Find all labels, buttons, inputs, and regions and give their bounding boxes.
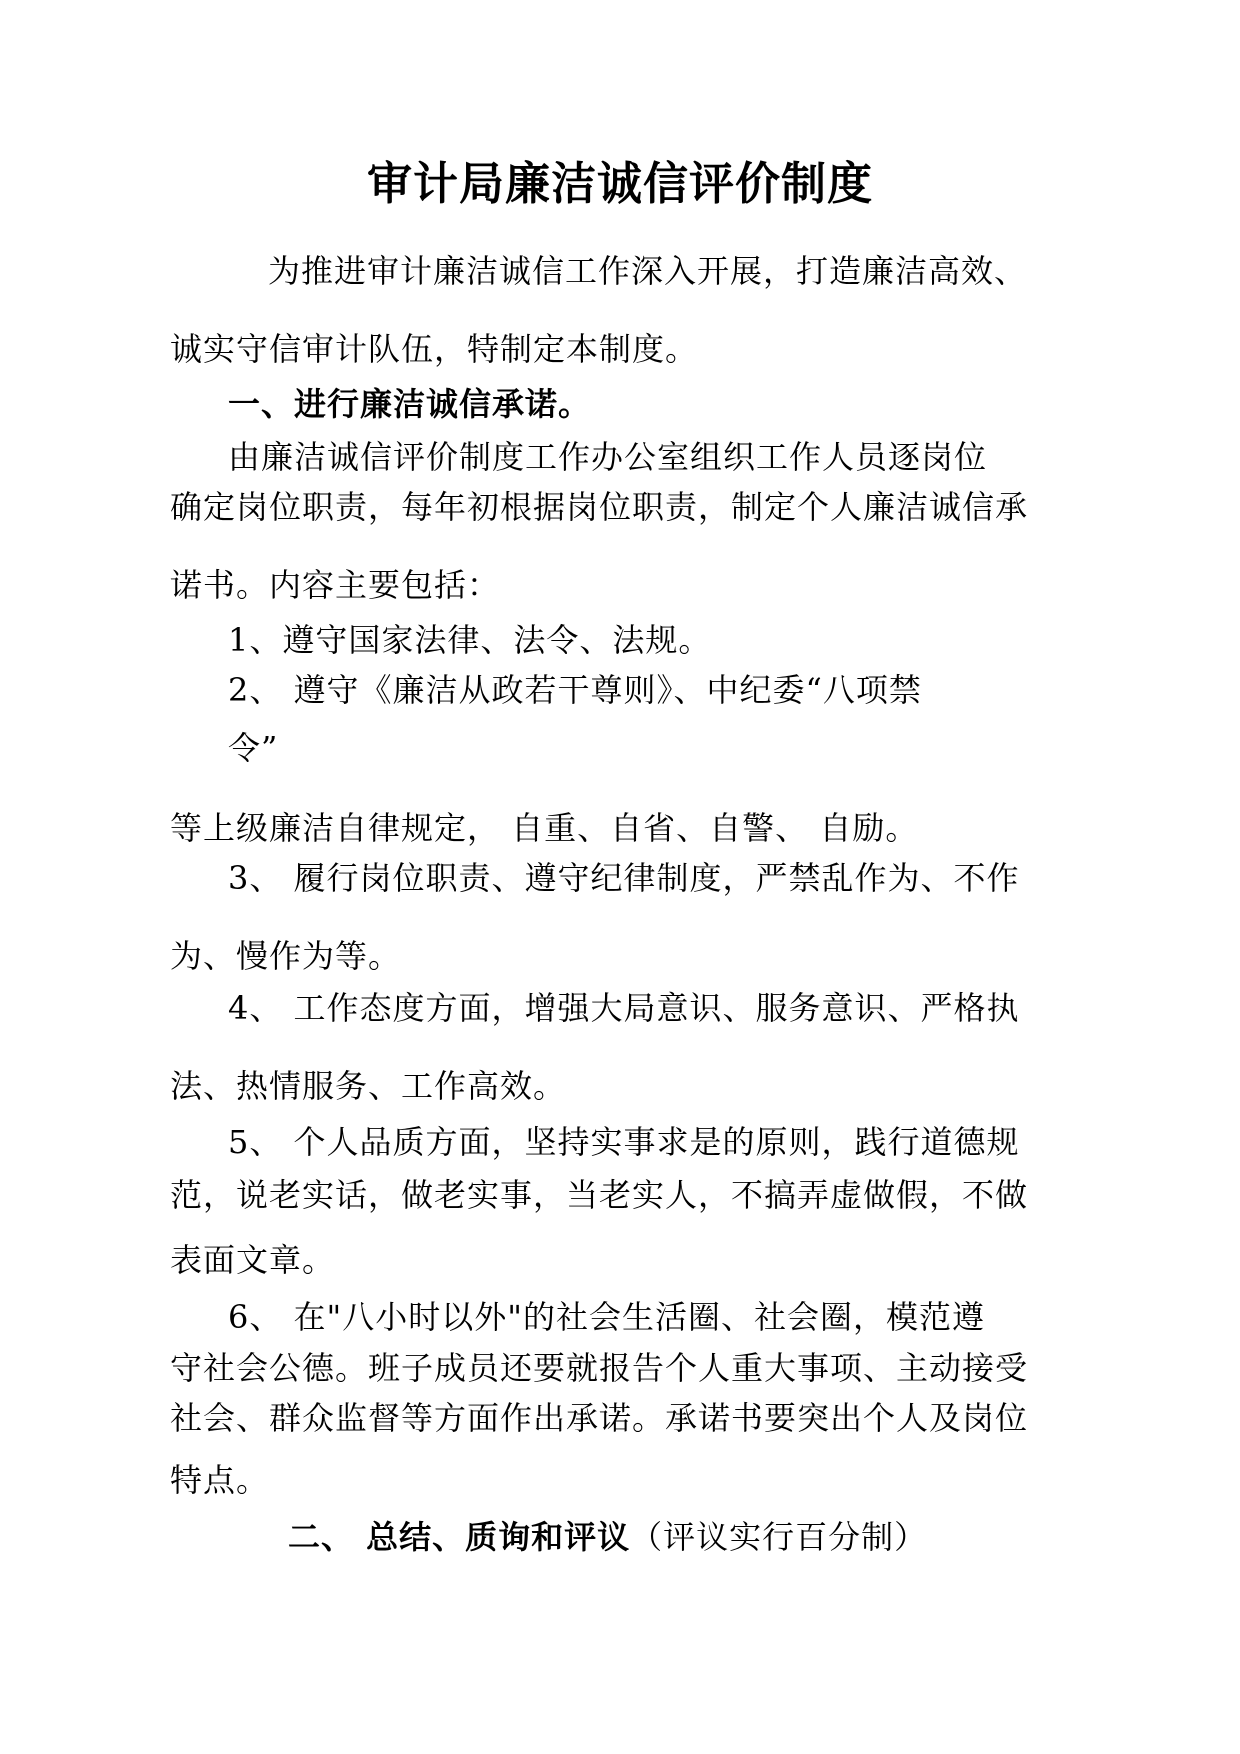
paragraph-line: 确定岗位职责，每年初根据岗位职责，制定个人廉洁诚信承 <box>170 488 1029 526</box>
list-item-2: 2、 遵守《廉洁从政若干尊则》、中纪委“八项禁 <box>228 671 922 709</box>
paragraph-line: 诚实守信审计队伍，特制定本制度。 <box>170 330 699 368</box>
paragraph-line: 由廉洁诚信评价制度工作办公室组织工作人员逐岗位 <box>228 438 988 476</box>
paragraph-line: 诺书。内容主要包括： <box>170 566 501 604</box>
paragraph-line: 社会、群众监督等方面作出承诺。承诺书要突出个人及岗位 <box>170 1399 1029 1437</box>
paragraph-line: 法、热情服务、工作高效。 <box>170 1067 567 1105</box>
paragraph-line: 令” <box>228 729 279 767</box>
list-item-5: 5、 个人品质方面，坚持实事求是的原则，践行道德规 <box>228 1123 1020 1161</box>
list-item-1: 1、遵守国家法律、法令、法规。 <box>228 621 712 659</box>
list-item-4: 4、 工作态度方面，增强大局意识、服务意识、严格执 <box>228 989 1020 1027</box>
document-title: 审计局廉洁诚信评价制度 <box>366 157 873 210</box>
section-heading-1: 一、进行廉洁诚信承诺。 <box>228 385 592 423</box>
list-item-6: 6、 在"八小时以外"的社会生活圈、社会圈，模范遵 <box>228 1298 985 1336</box>
list-item-3: 3、 履行岗位职责、遵守纪律制度，严禁乱作为、不作 <box>228 859 1020 897</box>
paragraph-line: 等上级廉洁自律规定， 自重、自省、自警、 自励。 <box>170 809 919 847</box>
section-heading-2-title: 二、 总结、质询和评议 <box>288 1518 631 1556</box>
paragraph-line: 守社会公德。班子成员还要就报告个人重大事项、主动接受 <box>170 1349 1029 1387</box>
paragraph-line: 范，说老实话，做老实事，当老实人，不搞弄虚做假，不做 <box>170 1176 1029 1214</box>
paragraph-line: 表面文章。 <box>170 1241 336 1279</box>
paragraph-line: 为、慢作为等。 <box>170 937 402 975</box>
paragraph-line: 特点。 <box>170 1461 270 1499</box>
paragraph-line: 为推进审计廉洁诚信工作深入开展，打造廉洁高效、 <box>268 252 1028 290</box>
section-heading-2 <box>288 1517 927 1557</box>
section-heading-2-note: （评议实行百分制） <box>630 1518 928 1556</box>
